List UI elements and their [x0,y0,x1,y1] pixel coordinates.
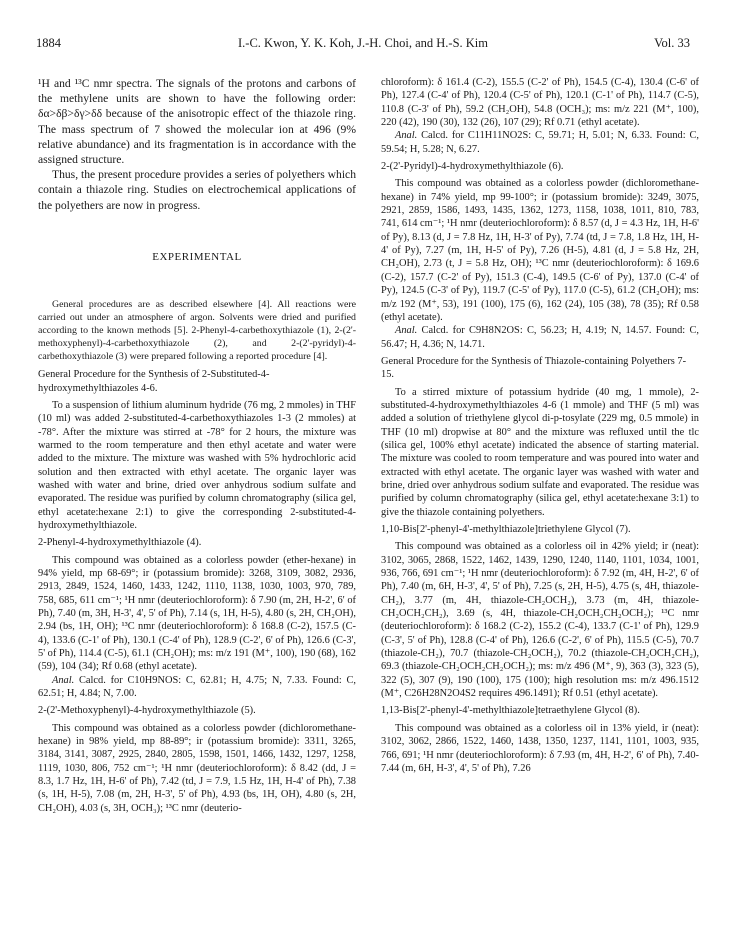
compound-heading-6: 2-(2'-Pyridyl)-4-hydroxymethylthiazole (6). [381,161,564,173]
compound-data-7: This compound was obtained as a colorless oil in 42% yield; ir (neat): 3102, 3065, 2868, 1522, 1462, 1439, 1290, 1240, 1140, 1101, 1034, 1001, 936, 766, 691 cm⁻¹; ¹H nmr (deuteriochloroform): δ 7.92 (m, 4H, H-2', 6' of Ph), 7.40 (m, 6H, H-3', 4', 5' of Ph), 7.25 (s, 2H, H-5), 4.75 (s, 4H, thiazole-CH₂), 3.77 (m, 4H, thiazole-CH₂OCH₂), 3.73 (m, 4H, thiazole-CH₂OCH₂CH₂), 3.69 (s, 4H, thiazole-CH₂OCH₂CH₂OCH₂); ¹³C nmr (deuteriochloroform): δ 168.2 (C-2), 155.2 (C-4), 133.7 (C-1' of Ph), 129.9 (C-3', 5' of Ph), 128.8 (C-4' of Ph), 126.6 (C-2', 6' of Ph), 115.5 (C-5), 70.7 (thiazole-CH₂), 70.7 (thiazole-CH₂OCH₂), 70.2 (thiazole-CH₂OCH₂CH₂), 69.3 (thiazole-CH₂OCH₂CH₂OCH₂); ms: m/z 496 (M⁺, 9), 363 (3), 323 (5), 322 (5), 307 (9), 190 (100), 175 (100); high resolution ms: m/z 496.1512 (M⁺, C26H28N2O4S2 requires 496.1491); Rf 0.51 (ethyl acetate). [381,541,699,700]
anal-label: Anal. [395,130,418,142]
procedure-paragraph: To a suspension of lithium aluminum hydride (76 mg, 2 mmoles) in THF (10 ml) was added 2-substituted-4-carbethoxythiazoles 1-3 (2 mmoles) at -78°. After the mixture was stirred at -78° for 2 hours, the mixture was warmed to the room temperature and then ethyl acetate and water were added to the mixture. The mixture was washed with 5% hydrochloric acid solution and then extracted with ethyl acetate. The organic layer was washed with water and brine, dried over anhydrous sodium sulfate and evaporated. The residue was purified by column chromatography (silica gel, ethyl acetate:hexane 2:1) to give the corresponding 2-substituted-4-hydroxymethylthiazole. [38,399,356,531]
page-number: 1884 [36,36,61,50]
analysis-text: Calcd. for C11H11NO2S: C, 59.71; H, 5.01; N, 6.33. Found: C, 59.54; H, 5.28; N, 6.27. [381,130,699,155]
compound-heading-7: 1,10-Bis[2'-phenyl-4'-methylthiazole]triethylene Glycol (7). [381,524,631,535]
compound-heading-5: 2-(2'-Methoxyphenyl)-4-hydroxymethylthiazole (5). [38,705,256,717]
analysis-4 [38,674,356,701]
compound-data-8: This compound was obtained as a colorless oil in 13% yield, ir (neat): 3102, 3062, 2866, 1522, 1460, 1438, 1350, 1237, 1141, 1101, 1003, 935, 766, 691; ¹H nmr (deuteriochloroform): δ 7.93 (m, 4H, H-2', 6' of Ph), 7.40-7.44 (m, 6H, H-3', 4', 5' of Ph), 7.26 [381,722,699,774]
compound-data-6: This compound was obtained as a colorless powder (dichloromethane-hexane) in 74% yield, mp 99-100°; ir (potassium bromide): 3249, 3075, 2921, 2859, 1586, 1493, 1435, 1362, 1273, 1158, 1038, 1011, 810, 783, 741, 614 cm⁻¹; ¹H nmr (deuteriochloroform): δ 8.57 (d, J = 4.3 Hz, 1H, H-6' of Py), 8.13 (d, J = 7.8 Hz, 1H, H-3' of Py), 7.74 (td, J = 7.8, 1.8 Hz, 1H, H-4' of Py), 7.27 (m, 1H, H-5' of Py), 7.26 (H-5), 4.81 (d, J = 5.8 Hz, 2H, CH₂OH), 2.73 (t, J = 5.8 Hz, OH); ¹³C nmr (deuteriochloroform): δ 169.6 (C-2), 157.7 (C-2' of Py), 151.3 (C-4), 149.5 (C-6' of Py), 137.0 (C-4' of Py), 124.5 (C-3' of Py), 119.7 (C-5' of Py), 117.0 (C-5), 61.2 (CH₂OH); ms: m/z 192 (M⁺, 53), 191 (100), 175 (6), 162 (24), 105 (38), 78 (35); Rf 0.58 (ethyl acetate). [381,178,699,323]
conclusion-paragraph: Thus, the present procedure provides a series of polyethers which contain a thiazole ring. Studies on electrochemical applications of the polyethers are now in progress. [38,168,356,212]
section-heading-hydroxymethylthiazoles: General Procedure for the Synthesis of 2-Substituted-4-hydroxymethylthiazoles 4-6. [38,369,270,394]
anal-label: Anal. [395,325,418,337]
compound-data-5-continued: chloroform): δ 161.4 (C-2), 155.5 (C-2' of Ph), 154.5 (C-4), 130.4 (C-6' of Ph), 127.4 (C-4' of Ph), 120.4 (C-5' of Ph), 120.1 (C-1' of Ph), 114.7 (C-5), 110.8 (C-3' of Ph), 59.2 (CH₂OH), 54.8 (OCH₃); ms: m/z 221 (M⁺, 100), 220 (42), 190 (30), 132 (26), 107 (29); Rf 0.71 (ethyl acetate). [381,77,699,129]
running-header [36,36,690,56]
discussion-paragraph: ¹H and ¹³C nmr spectra. The signals of the protons and carbons of the methylene units are shown to have the following order: δα>δβ>δγ>δδ because of the anisotropic effect of the thiazole ring. The mass spectrum of 7 showed the molecular ion at 496 (9% relative abundance) and its fragmentation is in accordance with the assigned structure. [38,77,356,167]
section-heading-polyethers: General Procedure for the Synthesis of Thiazole-containing Polyethers 7-15. [381,355,687,381]
compound-heading-8: 1,13-Bis[2'-phenyl-4'-methylthiazole]tetraethylene Glycol (8). [381,705,640,717]
left-column [38,76,356,815]
compound-data-5: This compound was obtained as a colorless powder (dichloromethane-hexane) in 98% yield, mp 88-89°; ir (potassium bromide): 3311, 3265, 3184, 3141, 3087, 2925, 2840, 2805, 1598, 1501, 1466, 1432, 1297, 1258, 1119, 1030, 806, 752 cm⁻¹; ¹H nmr (deuteriochloroform): δ 8.42 (dd, J = 8.3, 1.7 Hz, 1H, H-6' of Ph), 7.42 (td, J = 7.9, 1.5 Hz, 1H, H-4' of Ph), 7.38 (s, 1H, H-5), 7.08 (m, 2H, H-3', 5' of Ph), 4.93 (bs, 1H, OH), 4.80 (s, 2H, CH₂OH), 4.03 (s, 3H, OCH₃); ¹³C nmr (deuterio- [38,722,356,814]
running-authors: I.-C. Kwon, Y. K. Koh, J.-H. Choi, and H.-S. Kim [238,36,488,50]
right-column [381,76,699,775]
compound-data-4: This compound was obtained as a colorless powder (ether-hexane) in 94% yield, mp 68-69°; ir (potassium bromide): 3268, 3109, 3082, 2936, 2913, 2849, 1524, 1460, 1433, 1242, 1110, 1138, 1030, 1003, 970, 789, 758, 685, 611 cm⁻¹; ¹H nmr (deuteriochloroform): δ 7.90 (m, 2H, H-2', 6' of Ph), 7.40 (m, 3H, H-3', 4', 5' of Ph), 7.14 (s, 1H, H-5), 4.80 (s, 2H, CH₂OH), 2.94 (bs, 1H, OH); ¹³C nmr (deuteriochloroform): δ 168.8 (C-2), 157.5 (C-4), 133.6 (C-1' of Ph), 130.1 (C-4' of Ph), 128.9 (C-2', 6' of Ph), 126.6 (C-3', 5' of Ph), 114.4 (C-5), 61.1 (CH₂OH); ms: m/z 191 (M⁺, 100), 190 (68), 162 (59), 104 (34); Rf 0.68 (ethyl acetate). [38,554,356,673]
experimental-heading: EXPERIMENTAL [152,250,242,263]
general-procedures-paragraph: General procedures are as described elsewhere [4]. All reactions were carried out under an atmosphere of argon. Solvents were dried and purified according to the known methods [5]. 2-Phenyl-4-carbethoxythiazole (1), 2-(2'-methoxyphenyl)-4-carbethoxythiazole (2), and 2-(2'-pyridyl)-4-carbethoxythiazole (3) were prepared following a reported procedure [4]. [38,299,356,363]
analysis-text: Calcd. for C10H9NOS: C, 62.81; H, 4.75; N, 7.33. Found: C, 62.51; H, 4.84; N, 7.00. [38,674,356,700]
analysis-6 [381,324,699,351]
anal-label: Anal. [52,674,75,686]
analysis-5 [381,129,699,156]
compound-heading-4: 2-Phenyl-4-hydroxymethylthiazole (4). [38,537,202,549]
analysis-text: Calcd. for C9H8N2OS: C, 56.23; H, 4.19; N, 14.57. Found: C, 56.47; H, 4.36; N, 14.71. [381,325,699,350]
volume-label: Vol. 33 [654,36,690,50]
procedure-paragraph-2: To a stirred mixture of potassium hydride (40 mg, 1 mmole), 2-substituted-4-hydroxymethylthiazoles 4-6 (1 mmole) and THF (5 ml) was added a solution of triethylene glycol di-p-tosylate (229 mg, 0.5 mmole) in THF (10 ml) dropwise at 80° and the mixture was refluxed until the tlc (silica gel, 100% ethyl acetate) indicated the absence of starting material. The mixture was cooled to room temperature and was poured into water and extracted with ethyl acetate. The organic layer was washed with water and brine, dried over anhydrous sodium sulfate and evaporated. The residue was purified by column chromatography (silica gel, ethyl acetate:hexane 3:1) to give the thiazole containing polyethers. [381,386,699,518]
